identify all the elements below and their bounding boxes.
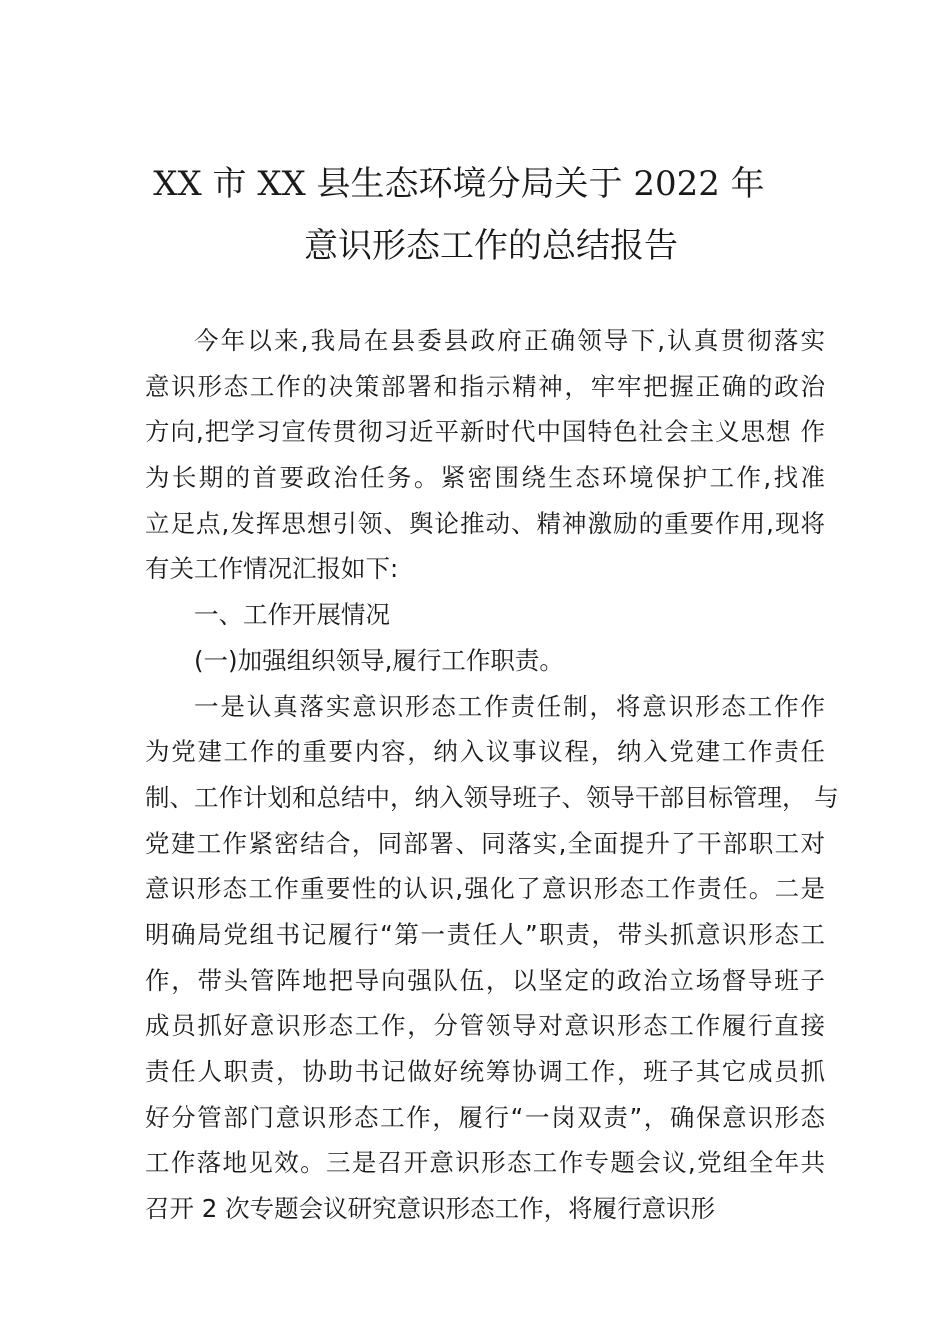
paragraph-line: 意识形态工作重要性的认识,强化了意识形态工作责任。二是 <box>145 874 825 904</box>
paragraph-line: 好分管部门意识形态工作，履行“一岗双责”，确保意识形态 <box>145 1102 825 1132</box>
paragraph-line: 为长期的首要政治任务。紧密围绕生态环境保护工作,找准 <box>145 463 825 493</box>
paragraph-line: 意识形态工作的决策部署和指示精神，牢牢把握正确的政治 <box>145 371 825 401</box>
paragraph-line: 今年以来,我局在县委县政府正确领导下,认真贯彻落实 <box>194 326 825 355</box>
paragraph-line: 立足点,发挥思想引领、舆论推动、精神激励的重要作用,现将 <box>145 508 825 538</box>
paragraph-line: 工作落地见效。三是召开意识形态工作专题会议,党组全年共 <box>145 1148 825 1178</box>
paragraph-line: 有关工作情况汇报如下: <box>145 554 399 584</box>
paragraph-line: 成员抓好意识形态工作，分管领导对意识形态工作履行直接 <box>145 1011 825 1041</box>
paragraph-line: 责任人职责，协助书记做好统筹协调工作，班子其它成员抓 <box>145 1057 825 1086</box>
paragraph-line: 作，带头管阵地把导向强队伍，以坚定的政治立场督导班子 <box>145 965 825 995</box>
report-title-line-1: XX 市 XX 县生态环境分局关于 2022 年 <box>153 164 765 204</box>
paragraph-line: 明确局党组书记履行“第一责任人”职责，带头抓意识形态工 <box>145 919 825 949</box>
report-title-line-2: 意识形态工作的总结报告 <box>304 226 678 266</box>
paragraph-line: 方向,把学习宣传贯彻习近平新时代中国特色社会主义思想 作 <box>145 417 825 447</box>
report-body <box>145 318 839 1232</box>
paragraph-line: 为党建工作的重要内容，纳入议事议程，纳入党建工作责任 <box>145 737 825 767</box>
subsection-heading: (一)加强组织领导,履行工作职责。 <box>194 645 564 675</box>
paragraph-line: 制、工作计划和总结中，纳入领导班子、领导干部目标管理， 与 <box>145 782 839 812</box>
paragraph-line: 党建工作紧密结合，同部署、同落实,全面提升了干部职工对 <box>145 828 825 858</box>
paragraph-line: 召开 2 次专题会议研究意识形态工作，将履行意识形 <box>145 1194 716 1224</box>
section-heading: 一、工作开展情况 <box>194 600 390 630</box>
paragraph-line: 一是认真落实意识形态工作责任制，将意识形态工作作 <box>194 691 825 721</box>
